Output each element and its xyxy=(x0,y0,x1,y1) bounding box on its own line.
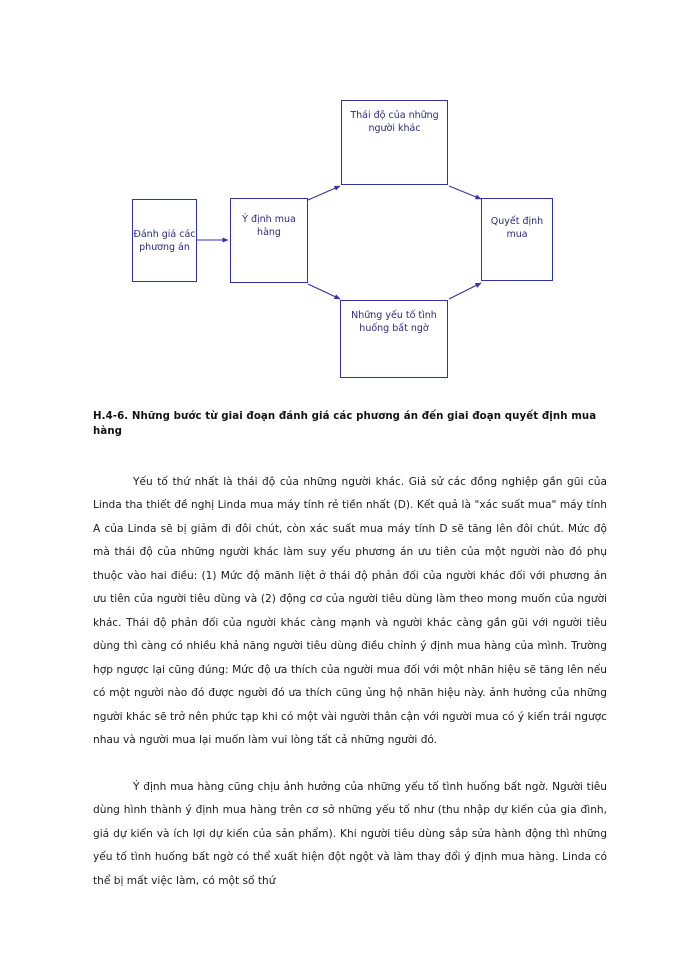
connector-intent-to-attitude xyxy=(308,186,340,200)
body-paragraph-2: Ý định mua hàng cũng chịu ảnh hưởng của những yếu tố tình huống bất ngờ. Người tiêu dùng hình thành ý định mua hàng trên cơ sở những yếu tố như (thu nhập dự kiến của gia đình, giá dự kiến và ích lợi dự kiến của sản phẩm). Khi người tiêu dùng sắp sửa hành động thì những yếu tố tình huống bất ngờ có thể xuất hiện đột ngột và làm thay đổi ý định mua hàng. Linda có thể bị mất việc làm, có một số thứ xyxy=(93,780,607,887)
diagram-box-purchase-intent xyxy=(230,198,308,283)
diagram-box-decision-label: Quyết định mua xyxy=(490,216,544,240)
diagram-box-situational-label: Những yếu tố tình huống bất ngờ xyxy=(351,310,437,334)
diagram-box-purchase-decision xyxy=(481,198,553,281)
connector-situational-to-decision xyxy=(449,283,481,299)
purchase-decision-flow-diagram xyxy=(0,0,700,400)
figure-caption: H.4-6. Những bước từ giai đoạn đánh giá các phương án đến giai đoạn quyết định mua hàng xyxy=(93,411,597,437)
connector-intent-to-situational xyxy=(308,284,340,299)
diagram-box-attitude-label: Thái độ của những người khác xyxy=(350,110,439,134)
diagram-box-evaluate-alternatives xyxy=(132,199,197,282)
diagram-box-intent-label: Ý định mua hàng xyxy=(242,214,296,238)
diagram-box-attitude-of-others xyxy=(341,100,448,185)
diagram-box-evaluate-label: Đánh giá các phương án xyxy=(133,228,196,253)
body-paragraph-1: Yếu tố thứ nhất là thái độ của những người khác. Giả sử các đồng nghiệp gần gũi của Linda tha thiết đề nghị Linda mua máy tính rẻ tiền nhất (D). Kết quả là "xác suất mua" máy tính A của Linda sẽ bị giảm đi đôi chút, còn xác suất mua máy tính D sẽ tăng lên đôi chút. Mức độ mà thái độ của những người khác làm suy yếu phương án ưu tiên của một người nào đó phụ thuộc vào hai điều: (1) Mức độ mãnh liệt ở thái độ phản đối của người khác đối với phương án ưu tiên của người tiêu dùng và (2) động cơ của người tiêu dùng làm theo mong muốn của người khác. Thái độ phản đối của người khác càng mạnh và người khác càng gần gũi với người tiêu dùng thì càng có nhiều khả năng người tiêu dùng điều chỉnh ý định mua hàng của mình. Trường hợp ngược lại cũng đúng: Mức độ ưa thích của người mua đối với một nhãn hiệu sẽ tăng lên nếu có một người nào đó được người đó ưa thích cũng ủng hộ nhãn hiệu này. ảnh hưởng của những người khác sẽ trở nên phức tạp khi có một vài người thân cận với người mua có ý kiến trái ngược nhau và người mua lại muốn làm vui lòng tất cả những người đó. xyxy=(93,475,607,747)
diagram-box-unexpected-situational-factors xyxy=(340,300,448,378)
connector-attitude-to-decision xyxy=(449,186,481,199)
